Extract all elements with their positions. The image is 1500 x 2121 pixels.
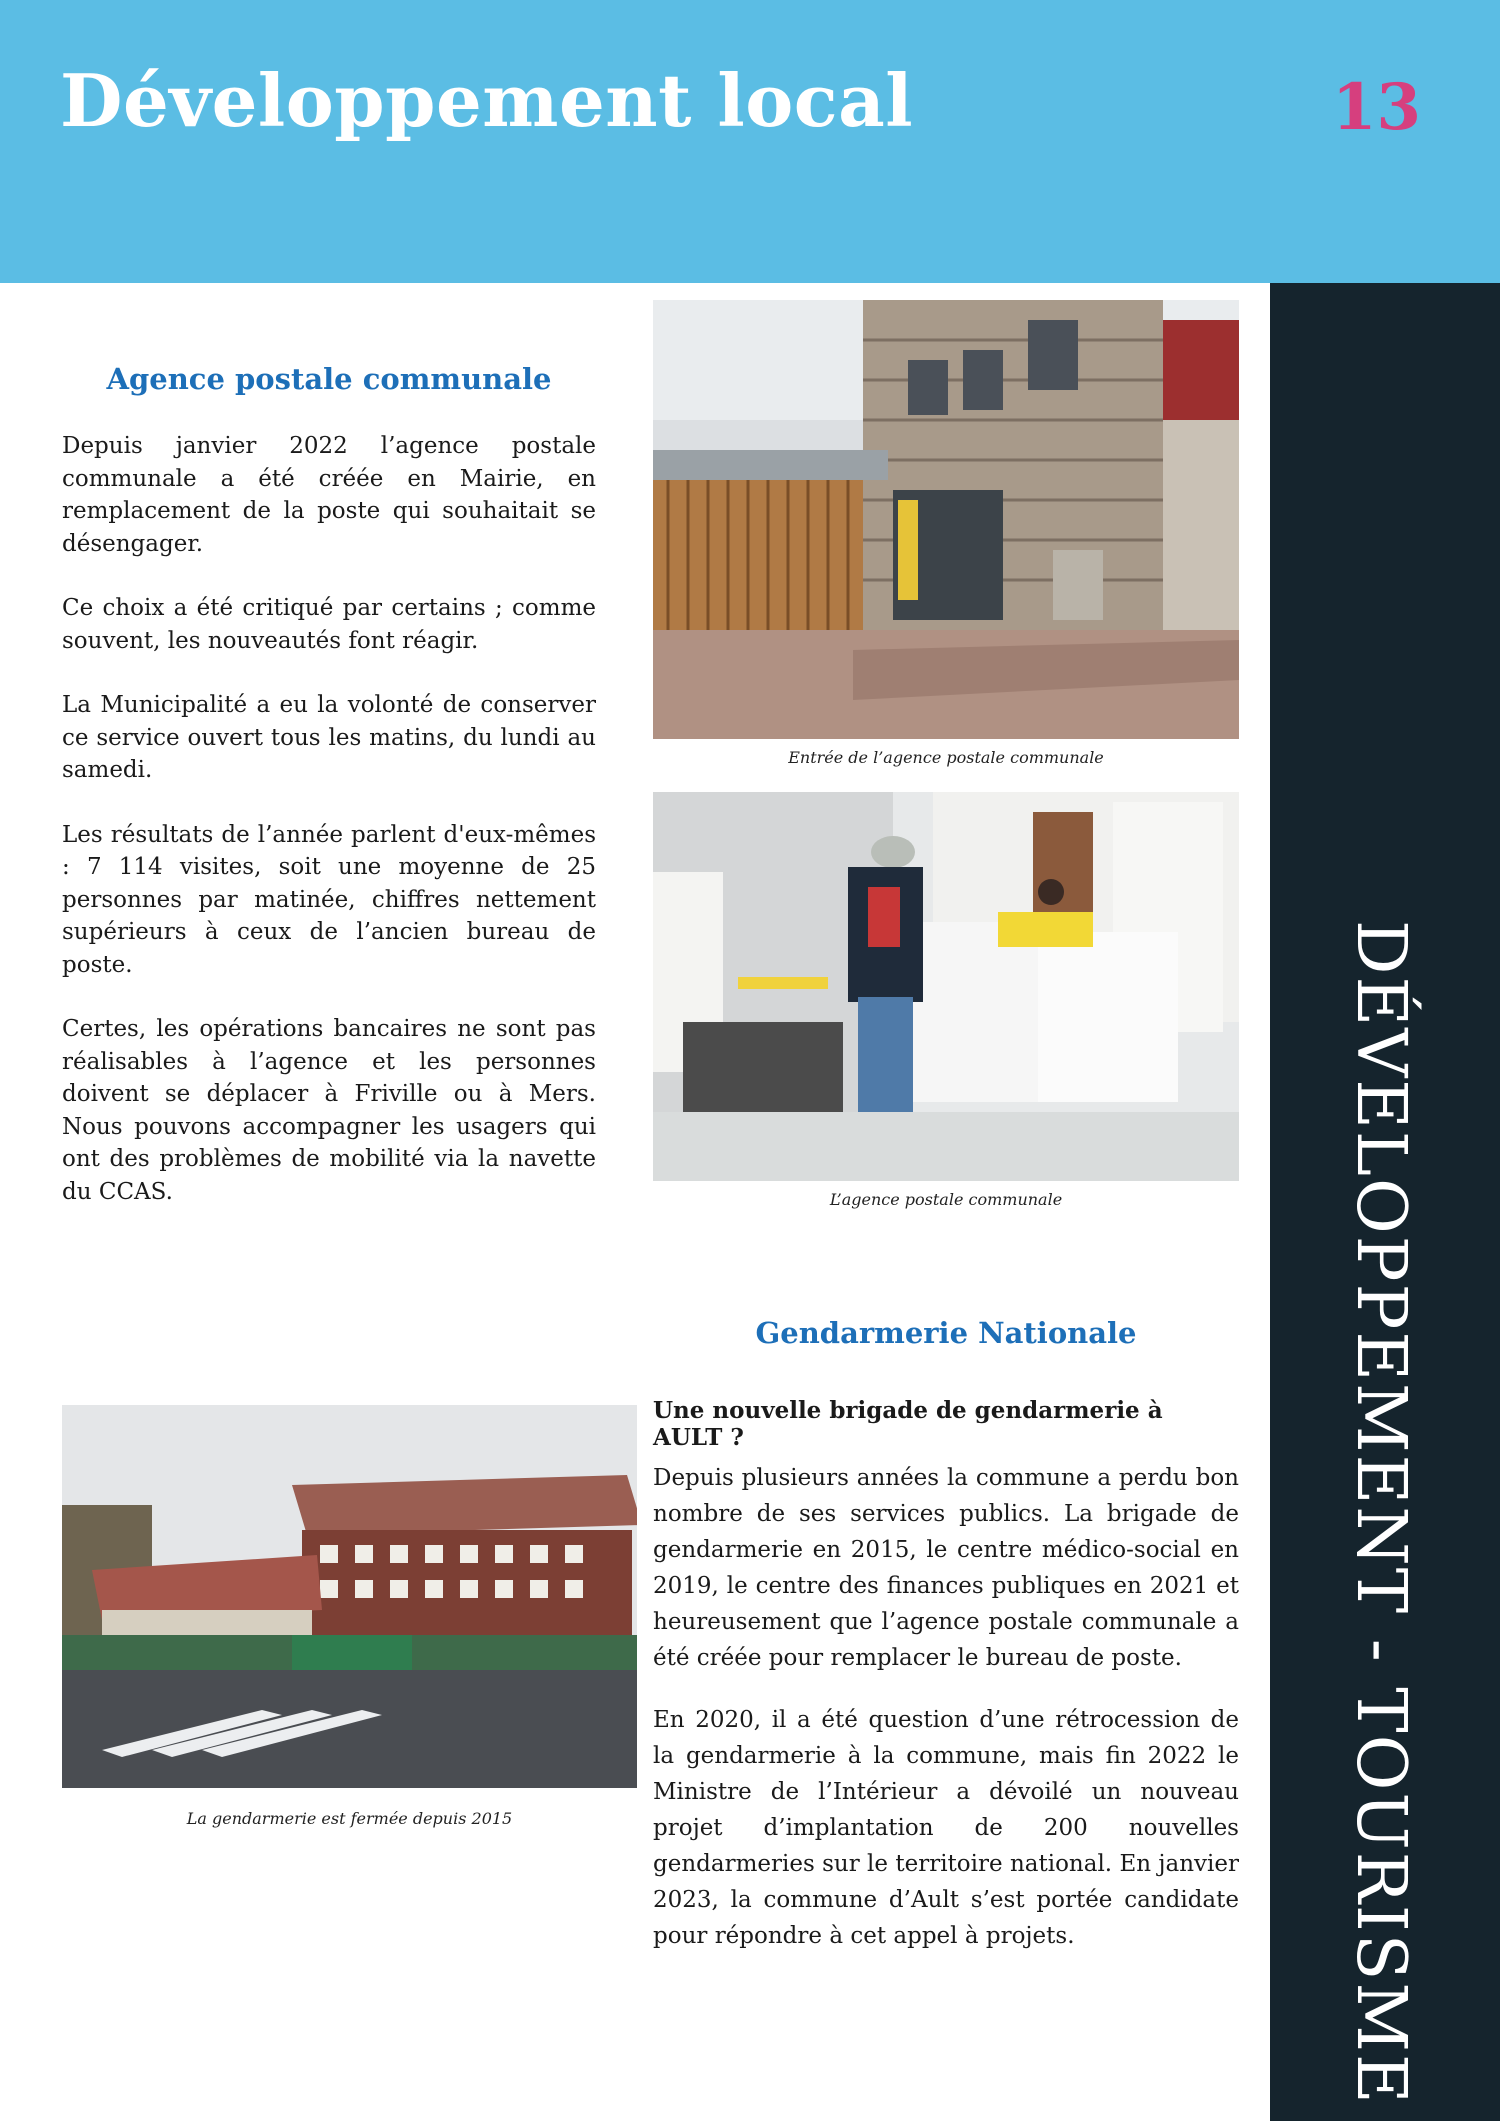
agence-interior-caption: L’agence postale communale — [829, 1190, 1063, 1209]
agence-paragraph-4: Les résultats de l’année parlent d'eux-mêmes : 7 114 visites, soit une moyenne de 25 personnes par matinée, chiffres nettement supérieurs à ceux de l’ancien bureau de poste. — [62, 821, 596, 978]
agence-entrance-photo — [653, 300, 1239, 739]
header-band — [0, 0, 1500, 283]
agence-interior-photo — [653, 792, 1239, 1181]
agence-paragraph-2: Ce choix a été critiqué par certains ; comme souvent, les nouveautés font réagir. — [62, 595, 596, 654]
page-title: Développement local — [60, 58, 914, 143]
gendarmerie-paragraph-2: En 2020, il a été question d’une rétrocession de la gendarmerie à la commune, mais fin 2022 le Ministre de l’Intérieur a dévoilé un nouveau projet d’implantation de 200 nouvelles gendarmeries sur le territoire national. En janvier 2023, la commune d’Ault s’est portée candidate pour répondre à cet appel à projets. — [653, 1707, 1239, 1949]
agence-paragraph-3: La Municipalité a eu la volonté de conserver ce service ouvert tous les matins, du lundi au samedi. — [62, 692, 596, 783]
gendarmerie-caption: La gendarmerie est fermée depuis 2015 — [186, 1809, 513, 1828]
gendarmerie-section-title: Gendarmerie Nationale — [755, 1316, 1137, 1350]
agence-paragraph-5: Certes, les opérations bancaires ne sont pas réalisables à l’agence et les personnes doivent se déplacer à Friville ou à Mers. Nous pouvons accompagner les usagers qui ont des problèmes de mobilité via la navette du CCAS. — [62, 1016, 596, 1205]
page-number: 13 — [1332, 70, 1422, 145]
agence-paragraph-1: Depuis janvier 2022 l’agence postale communale a été créée en Mairie, en remplacement de la poste qui souhaitait se désengager. — [62, 433, 596, 557]
gendarmerie-photo — [62, 1405, 637, 1788]
sidebar-label: DÉVELOPPEMENT - TOURISME — [1341, 920, 1420, 2106]
gendarmerie-lead: Une nouvelle brigade de gendarmerie à AULT ? — [653, 1397, 1163, 1451]
gendarmerie-paragraph-1: Depuis plusieurs années la commune a perdu bon nombre de ses services publics. La brigade de gendarmerie en 2015, le centre médico-social en 2019, le centre des finances publiques en 2021 et heureusement que l’agence postale communale a été créée pour remplacer le bureau de poste. — [653, 1465, 1239, 1671]
agence-section-title: Agence postale communale — [106, 362, 552, 396]
agence-body — [62, 430, 596, 1240]
agence-entrance-caption: Entrée de l’agence postale communale — [788, 748, 1104, 767]
gendarmerie-body — [653, 1460, 1239, 1986]
